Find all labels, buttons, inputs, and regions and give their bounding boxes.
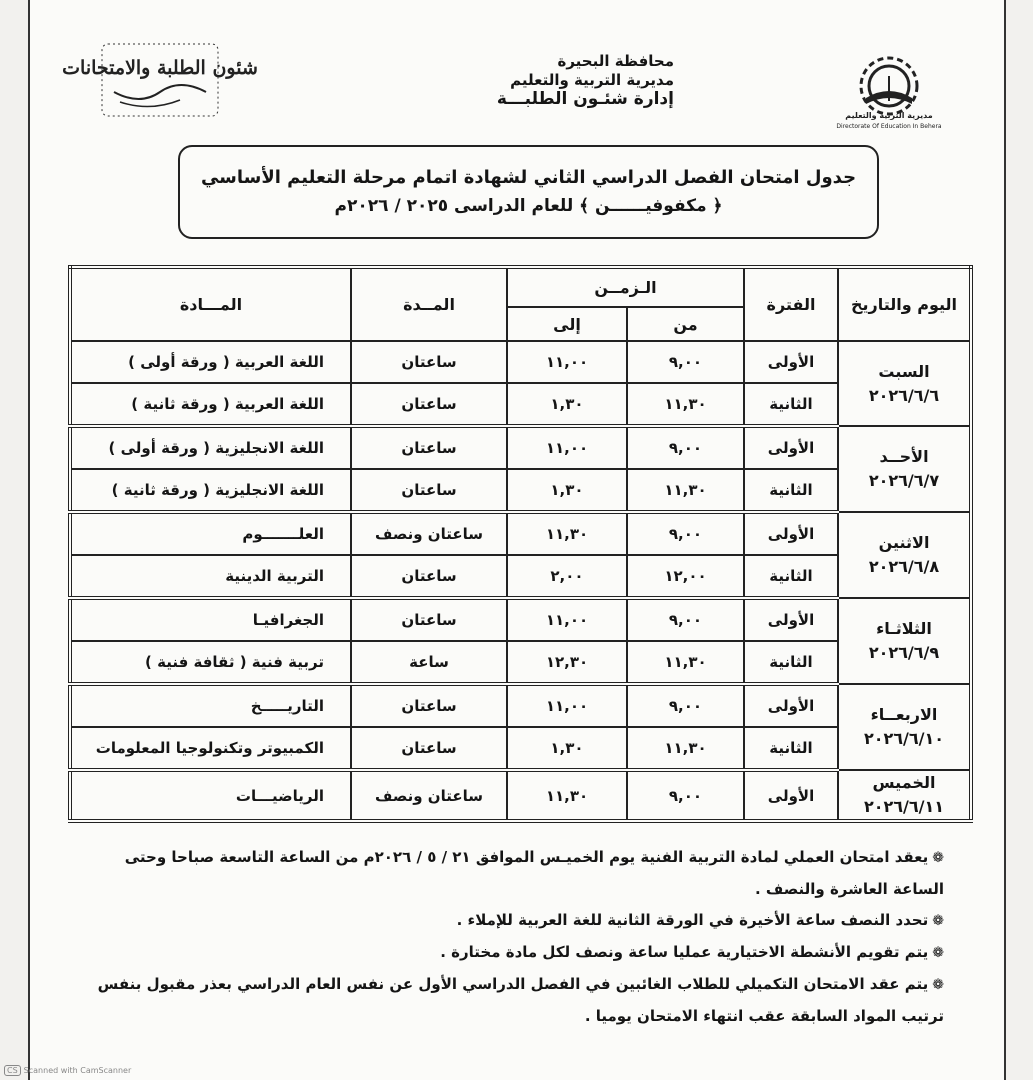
document-subtitle: ﴿ مكفوفيــــــن ﴾ للعام الدراسى ٢٠٢٥ / ٢٠٢٦م — [334, 196, 723, 216]
subject-cell: العلـــــــوم — [70, 512, 351, 555]
duration-cell: ساعتان — [351, 684, 507, 727]
time-from-cell: ٩,٠٠ — [627, 770, 744, 821]
time-to-cell: ١١,٠٠ — [507, 684, 627, 727]
time-to-cell: ١٢,٣٠ — [507, 641, 627, 684]
day-name: الخميس — [872, 773, 936, 792]
svg-text:شئون الطلبة والامتحانات: شئون الطلبة والامتحانات — [62, 57, 258, 79]
scanner-watermark — [4, 1065, 131, 1076]
period-cell: الأولى — [744, 770, 838, 821]
exam-date: ٢٠٢٦/٦/٧ — [868, 471, 940, 490]
note-text: يتم تقويم الأنشطة الاختيارية عمليا ساعة ونصف لكل مادة مختارة . — [440, 943, 929, 961]
header-duration: المــدة — [351, 267, 507, 341]
flower-bullet-icon: ❁ — [932, 850, 944, 866]
table-row — [70, 727, 971, 770]
period-cell: الأولى — [744, 341, 838, 383]
directorate-name: مديرية التربية والتعليم — [510, 71, 674, 89]
day-name: الاثنين — [878, 533, 930, 552]
period-cell: الأولى — [744, 426, 838, 469]
period-cell: الثانية — [744, 727, 838, 770]
note-item — [70, 969, 944, 1032]
table-row — [70, 341, 971, 383]
organization-header — [374, 52, 674, 109]
exam-date: ٢٠٢٦/٦/٨ — [868, 557, 940, 576]
subject-cell: اللغة الانجليزية ( ورقة أولى ) — [70, 426, 351, 469]
table-header — [70, 267, 971, 341]
duration-cell: ساعتان ونصف — [351, 512, 507, 555]
duration-cell: ساعتان — [351, 598, 507, 641]
day-date-cell — [838, 426, 971, 512]
day-name: الاربعــاء — [870, 705, 938, 724]
document-page — [28, 0, 1006, 1080]
directorate-logo — [814, 46, 964, 132]
subject-cell: التاريـــــخ — [70, 684, 351, 727]
time-to-cell: ١١,٠٠ — [507, 426, 627, 469]
duration-cell: ساعتان — [351, 341, 507, 383]
time-from-cell: ٩,٠٠ — [627, 684, 744, 727]
day-date-cell — [838, 770, 971, 821]
duration-cell: ساعة — [351, 641, 507, 684]
day-name: الثلاثـاء — [876, 619, 932, 638]
time-from-cell: ١١,٣٠ — [627, 469, 744, 512]
exam-schedule-table — [68, 265, 973, 823]
time-from-cell: ٩,٠٠ — [627, 512, 744, 555]
exam-date: ٢٠٢٦/٦/٦ — [868, 385, 940, 405]
table-row — [70, 426, 971, 469]
time-to-cell: ٢,٠٠ — [507, 555, 627, 598]
time-to-cell: ١١,٠٠ — [507, 598, 627, 641]
svg-text:مديرية التربية والتعليم: مديرية التربية والتعليم — [845, 111, 933, 120]
subject-cell: تربية فنية ( ثقافة فنية ) — [70, 641, 351, 684]
time-to-cell: ١١,٣٠ — [507, 770, 627, 821]
exam-date: ٢٠٢٦/٦/٩ — [868, 643, 940, 662]
note-item — [70, 842, 944, 905]
note-text: تحدد النصف ساعة الأخيرة في الورقة الثانية للغة العربية للإملاء . — [456, 911, 929, 929]
header-to: إلى — [507, 307, 627, 341]
period-cell: الثانية — [744, 555, 838, 598]
duration-cell: ساعتان ونصف — [351, 770, 507, 821]
header-subject: المـــادة — [70, 267, 351, 341]
table-row — [70, 770, 971, 821]
subject-cell: الرياضيـــات — [70, 770, 351, 821]
notes-section — [70, 842, 944, 1032]
note-item — [70, 905, 944, 937]
day-date-cell — [838, 684, 971, 770]
time-from-cell: ١٢,٠٠ — [627, 555, 744, 598]
day-date-cell — [838, 341, 971, 426]
duration-cell: ساعتان — [351, 383, 507, 426]
period-cell: الثانية — [744, 383, 838, 426]
time-from-cell: ٩,٠٠ — [627, 426, 744, 469]
subject-cell: الجغرافيـا — [70, 598, 351, 641]
flower-bullet-icon: ❁ — [932, 977, 944, 993]
table-row — [70, 469, 971, 512]
period-cell: الثانية — [744, 469, 838, 512]
time-from-cell: ١١,٣٠ — [627, 641, 744, 684]
flower-bullet-icon: ❁ — [932, 945, 944, 961]
table-body — [70, 341, 971, 821]
subject-cell: الكمبيوتر وتكنولوجيا المعلومات — [70, 727, 351, 770]
exam-date: ٢٠٢٦/٦/١١ — [863, 797, 945, 816]
table-row — [70, 598, 971, 641]
document-title: جدول امتحان الفصل الدراسي الثاني لشهادة اتمام مرحلة التعليم الأساسي — [200, 167, 857, 188]
camscanner-text: Scanned with CamScanner — [23, 1066, 132, 1075]
day-name: الأحــد — [879, 447, 929, 466]
time-from-cell: ٩,٠٠ — [627, 598, 744, 641]
note-text: يعقد امتحان العملي لمادة التربية الفنية يوم الخميـس الموافق ٢١ / ٥ / ٢٠٢٦م من الساعة التاسعة صباحا وحتى الساعة العاشرة والنصف . — [124, 848, 944, 898]
period-cell: الأولى — [744, 684, 838, 727]
header-day-date: اليوم والتاريخ — [838, 267, 971, 341]
exam-date: ٢٠٢٦/٦/١٠ — [863, 729, 945, 748]
subject-cell: التربية الدينية — [70, 555, 351, 598]
flower-bullet-icon: ❁ — [932, 913, 944, 929]
time-to-cell: ١١,٣٠ — [507, 512, 627, 555]
note-item — [70, 937, 944, 969]
time-to-cell: ١١,٠٠ — [507, 341, 627, 383]
header-from: من — [627, 307, 744, 341]
title-box — [178, 145, 879, 239]
note-text: يتم عقد الامتحان التكميلي للطلاب الغائبين في الفصل الدراسي الأول عن نفس العام الدراسي بعذر مقبول بنفس ترتيب المواد السابقة عقب انتهاء الامتحان يوميا . — [97, 975, 944, 1025]
day-name: السبت — [878, 361, 930, 381]
duration-cell: ساعتان — [351, 469, 507, 512]
governorate-name: محافظة البحيرة — [557, 52, 674, 70]
time-to-cell: ١,٣٠ — [507, 383, 627, 426]
table-row — [70, 555, 971, 598]
table-row — [70, 641, 971, 684]
time-from-cell: ١١,٣٠ — [627, 727, 744, 770]
table-row — [70, 383, 971, 426]
duration-cell: ساعتان — [351, 727, 507, 770]
table-row — [70, 684, 971, 727]
table-row — [70, 512, 971, 555]
subject-cell: اللغة العربية ( ورقة أولى ) — [70, 341, 351, 383]
header-time: الـزمــن — [507, 267, 744, 307]
period-cell: الأولى — [744, 512, 838, 555]
time-to-cell: ١,٣٠ — [507, 469, 627, 512]
time-from-cell: ١١,٣٠ — [627, 383, 744, 426]
period-cell: الأولى — [744, 598, 838, 641]
duration-cell: ساعتان — [351, 555, 507, 598]
period-cell: الثانية — [744, 641, 838, 684]
time-from-cell: ٩,٠٠ — [627, 341, 744, 383]
day-date-cell — [838, 512, 971, 598]
time-to-cell: ١,٣٠ — [507, 727, 627, 770]
subject-cell: اللغة الانجليزية ( ورقة ثانية ) — [70, 469, 351, 512]
duration-cell: ساعتان — [351, 426, 507, 469]
camscanner-badge: CS — [4, 1065, 21, 1076]
department-name: إدارة شئـون الطلبـــة — [496, 89, 674, 109]
subject-cell: اللغة العربية ( ورقة ثانية ) — [70, 383, 351, 426]
student-affairs-logo — [62, 42, 258, 118]
day-date-cell — [838, 598, 971, 684]
header-period: الفترة — [744, 267, 838, 341]
svg-text:Directorate Of Education In Be: Directorate Of Education In Behera — [836, 123, 942, 130]
